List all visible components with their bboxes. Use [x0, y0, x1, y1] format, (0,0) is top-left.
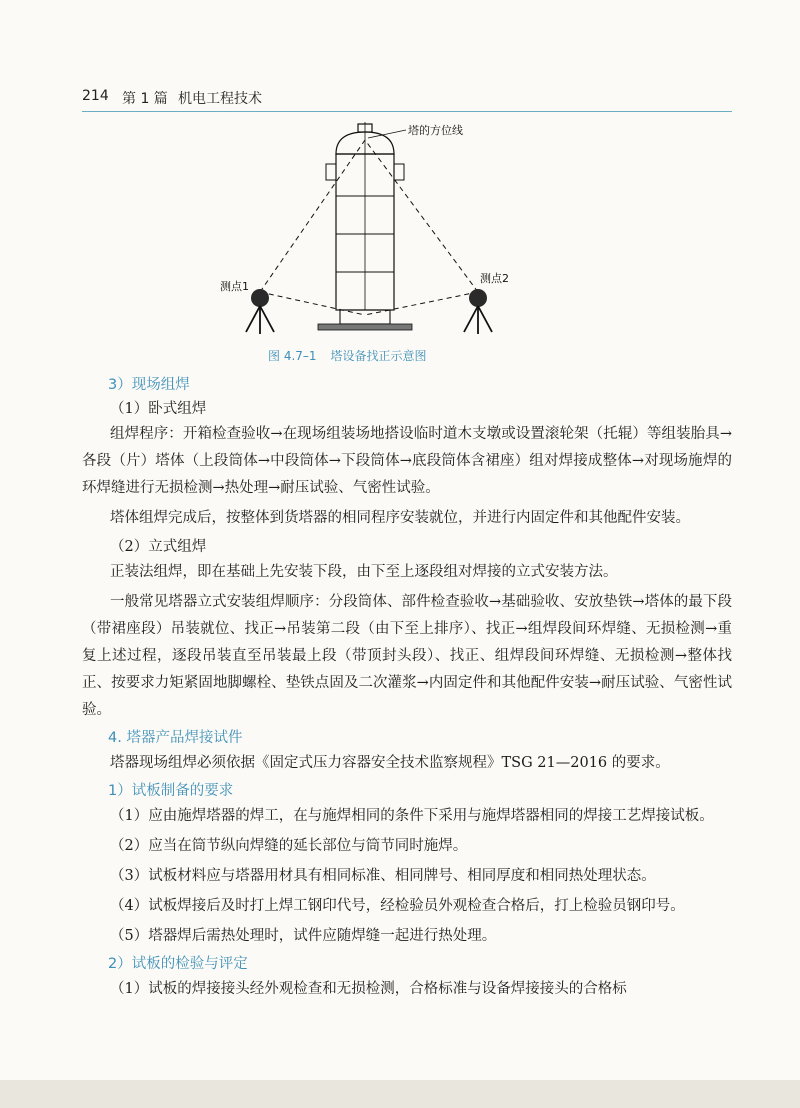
tower-side-nozzle	[326, 164, 336, 180]
caption-text: 塔设备找正示意图	[330, 349, 427, 363]
sight-line	[260, 292, 365, 315]
paragraph: 塔体组焊完成后，按整体到货塔器的相同程序安装就位，并进行内固定件和其他配件安装。	[110, 510, 690, 526]
survey-instrument-1	[246, 289, 274, 334]
paragraph: 塔器现场组焊必须依据《固定式压力容器安全技术监察规程》TSG 21—2016 的要求。	[110, 755, 670, 771]
subsection-heading: 2）试板的检验与评定	[108, 956, 248, 972]
page-body	[82, 372, 732, 1006]
paragraph: 正装法组焊，即在基础上先安装下段，由下至上逐段组对焊接的立式安装方法。	[110, 564, 618, 580]
page-number: 214	[82, 88, 109, 104]
list-item: （2）应当在筒节纵向焊缝的延长部位与筒节同时施焊。	[110, 838, 468, 854]
list-item: （5）塔器焊后需热处理时，试件应随焊缝一起进行热处理。	[110, 928, 497, 944]
sight-line	[365, 140, 478, 292]
label-point-2: 测点2	[480, 272, 509, 285]
paragraph: 一般常见塔器立式安装组焊顺序：分段筒体、部件检查验收→基础验收、安放垫铁→塔体的最下段（带裙座段）吊装就位、找正→吊装第二段（由下至上排序）、找正→组焊段间环焊缝、无损检测→重复上述过程，逐段吊装直至吊装最上段（带顶封头段）、找正、组焊段间环焊缝、无损检测→整体找正、按要求力矩紧固地脚螺栓、垫铁点固及二次灌浆→内固定件和其他配件安装→耐压试验、气密性试验。	[82, 594, 732, 718]
survey-instrument-2	[464, 289, 492, 334]
part-label: 第 1 篇	[122, 91, 168, 107]
tower-skirt	[340, 310, 390, 324]
list-item: （1）应由施焊塔器的焊工，在与施焊相同的条件下采用与施焊塔器相同的焊接工艺焊接试板。	[110, 808, 714, 824]
book-title: 机电工程技术	[178, 91, 262, 107]
azimuth-leader	[368, 130, 406, 138]
list-item: （4）试板焊接后及时打上焊工钢印代号，经检验员外观检查合格后，打上检验员钢印号。	[110, 898, 685, 914]
section-heading: 4. 塔器产品焊接试件	[108, 730, 243, 746]
header-rule	[82, 111, 732, 112]
sight-line	[260, 140, 365, 292]
tower-alignment-figure	[200, 120, 570, 348]
subsection-title: （2）立式组焊	[110, 539, 207, 555]
paragraph: （1）试板的焊接接头经外观检查和无损检测，合格标准与设备焊接接头的合格标	[110, 981, 627, 997]
list-item: （3）试板材料应与塔器用材具有相同标准、相同牌号、相同厚度和相同热处理状态。	[110, 868, 656, 884]
tower-side-nozzle	[394, 164, 404, 180]
figure-caption	[268, 347, 588, 364]
caption-number: 图 4.7–1	[268, 349, 317, 363]
subsection-title: （1）卧式组焊	[110, 401, 207, 417]
sight-line	[365, 292, 478, 315]
subsection-heading: 1）试板制备的要求	[108, 783, 234, 799]
label-point-1: 测点1	[220, 280, 249, 293]
tower-base	[318, 324, 412, 330]
label-azimuth-line: 塔的方位线	[408, 124, 463, 137]
section-heading: 3）现场组焊	[108, 377, 190, 393]
paragraph: 组焊程序：开箱检查验收→在现场组装场地搭设临时道木支墩或设置滚轮架（托辊）等组装胎具→各段（片）塔体（上段筒体→中段筒体→下段筒体→底段筒体含裙座）组对焊接成整体→对现场施焊的环焊缝进行无损检测→热处理→耐压试验、气密性试验。	[82, 426, 732, 496]
page-header	[82, 88, 732, 108]
page-bottom-edge	[0, 1080, 800, 1108]
